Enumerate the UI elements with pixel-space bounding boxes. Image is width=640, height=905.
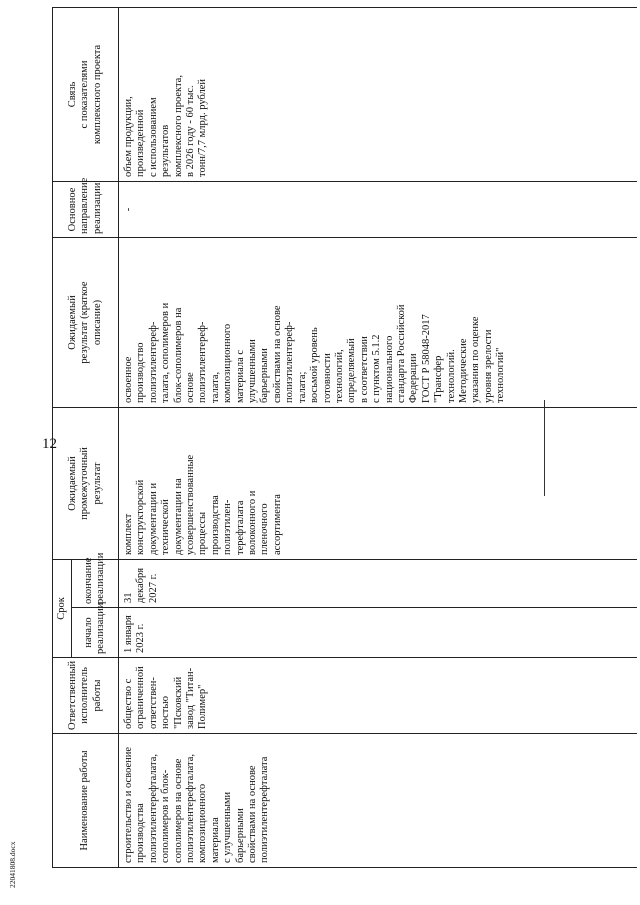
header-executor: Ответственный исполнитель работы — [53, 658, 119, 734]
table-row — [119, 7, 637, 867]
cell-main-direction: - — [119, 181, 637, 237]
header-indicator-link: Связь с показателями комплексного проекта — [53, 7, 119, 181]
header-expected-result: Ожидаемый результат (краткое описание) — [53, 237, 119, 407]
header-interim-result: Ожидаемый промежуточный результат — [53, 407, 119, 559]
page-number: 12 — [42, 436, 57, 452]
header-start: начало реализации — [72, 608, 119, 658]
cell-end: 31 декабря 2027 г. — [119, 559, 637, 607]
header-end: окончание реализации — [72, 559, 119, 607]
header-work-name: Наименование работы — [53, 734, 119, 868]
cell-indicator-link: объем продукции, произведенной с использованием результатов комплексного проекта, в 2026 году - 60 тыс. тонн/7,7 млрд. рублей — [119, 7, 637, 181]
cell-start: 1 января 2023 г. — [119, 608, 637, 658]
rotated-table-container — [52, 8, 636, 868]
work-plan-table — [52, 7, 637, 868]
cell-executor: общество с ограниченной ответствен- ностью "Псковский завод "Титан- Полимер" — [119, 658, 637, 734]
header-term: Срок — [53, 559, 72, 657]
cell-expected-result: освоенное производство полиэтилентереф- талата, сополимеров и блок-сополимеров на основе полиэтилентереф- талата, композиционного материала с улучшенными барьерными свойствами на основе полиэтилентереф- талата; восьмой уровень готовности технологий, определяемый в соответствии с пунктом 5.1.2 национального стандарта Российской Федерации ГОСТ Р 58048-2017 "Трансфер технологий. Методические указания по оценке уровня зрелости технологий" — [119, 237, 637, 407]
header-row-1 — [53, 7, 72, 867]
footer-filename: 22041808.docx — [8, 841, 17, 888]
cell-work-name: строительство и освоение производства полиэтилентерефталата, сополимеров и блок- сополимеров на основе полиэтилентерефталата, композиционного материала с улучшенными барьерными свойствами на основе полиэтилентерефталата — [119, 734, 637, 868]
cell-interim-result: комплект конструкторской документации и технической документации на усовершенствованные процессы производства полиэтилен- терефталата волоконного и пленочного ассортимента — [119, 407, 637, 559]
header-main-direction: Основное направление реализации — [53, 181, 119, 237]
